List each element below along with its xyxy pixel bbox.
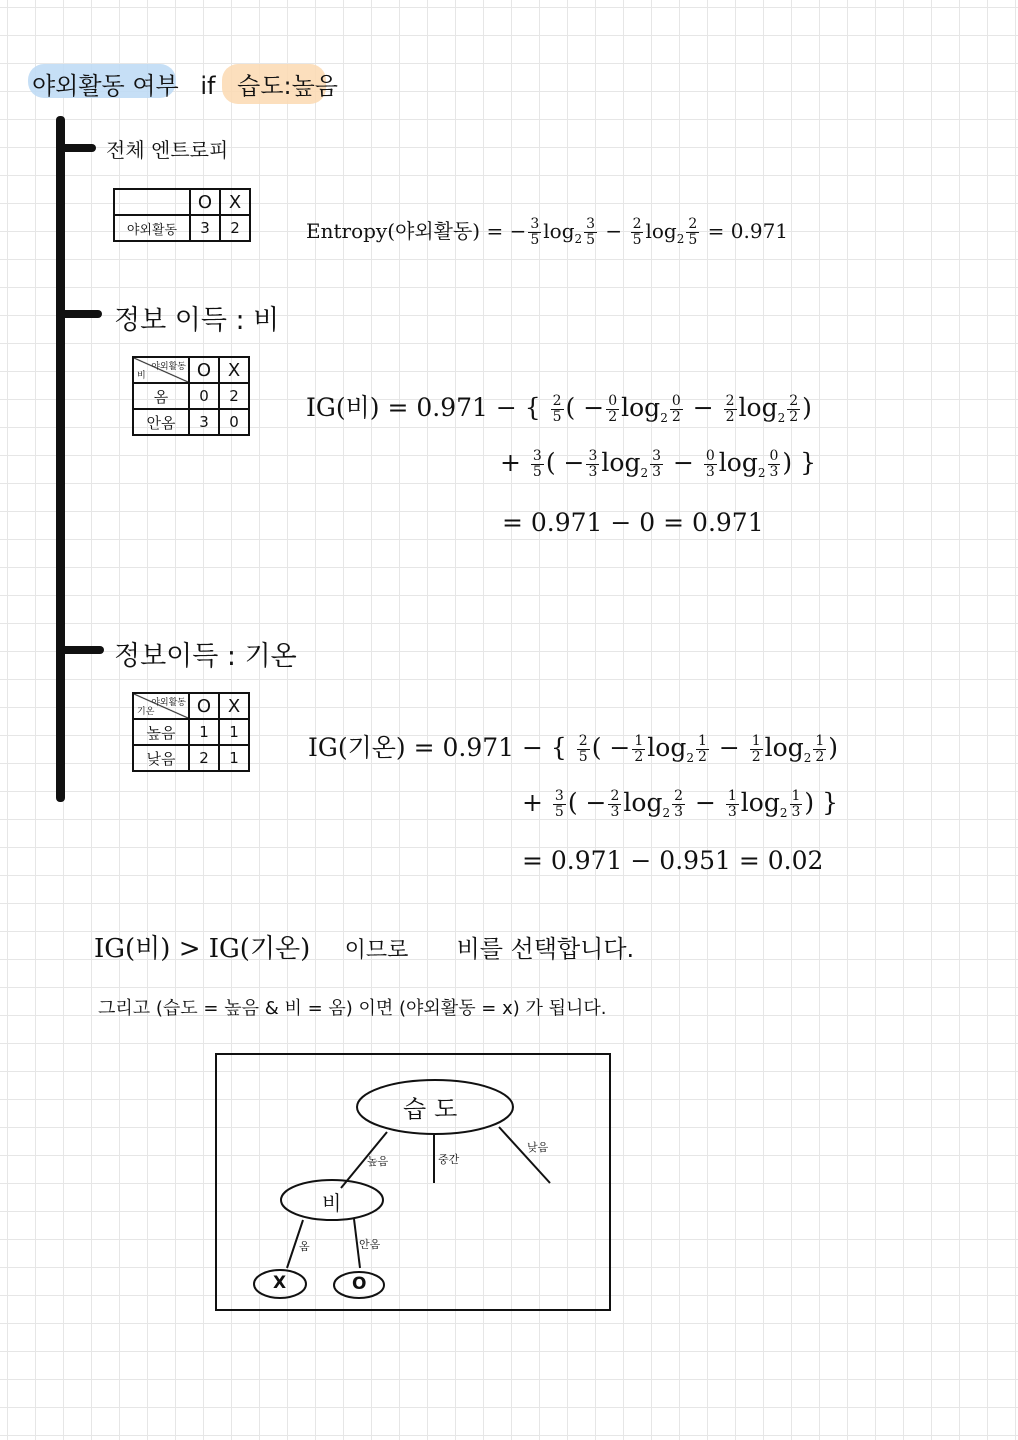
formula-ig-temp-line2: + $\frac{3}{5}$ ( − $\frac{2}{3}$ $\log_2$ $\frac{2}{3}$ − $\frac{1}{3}$ $\log_2$ $\frac{1}{3}$ ) } xyxy=(522,788,839,820)
edge-label-no: 안옴 xyxy=(359,1238,381,1251)
branch-rain xyxy=(60,310,102,318)
decision-tree-frame xyxy=(215,1053,611,1311)
cell-x: 2 xyxy=(220,215,250,241)
cell-o: 3 xyxy=(190,215,220,241)
row-label: 안옴 xyxy=(133,409,189,435)
col-o: O xyxy=(189,357,219,383)
formula-ig-temp-line3: = 0.971 − 0.951 = 0.02 xyxy=(522,846,824,875)
timeline-bar xyxy=(56,116,65,802)
row-label: 야외활동 xyxy=(114,215,190,241)
edge-label-yes: 옴 xyxy=(299,1240,310,1253)
conclusion-choice: 비를 선택합니다. xyxy=(456,935,635,963)
tree-rain-label: 비 xyxy=(322,1191,342,1215)
edge-label-high: 높음 xyxy=(367,1155,389,1168)
table-corner-diagonal: 야외활동 기온 xyxy=(133,693,189,719)
formula-ig-rain-line2: + $\frac{3}{5}$ ( − $\frac{3}{3}$ $\log_2$ $\frac{3}{3}$ − $\frac{0}{3}$ $\log_2$ $\frac{0}{3}$ ) } xyxy=(500,448,817,480)
conclusion-line-1 xyxy=(94,928,634,965)
contingency-table-total xyxy=(113,188,251,242)
section-heading-total: 전체 엔트로피 xyxy=(106,138,229,162)
table-row: 낮음 2 1 xyxy=(133,745,249,771)
formula-total-entropy: Entropy(야외활동) = − $\frac{3}{5}$ $\log_2$ $\frac{3}{5}$ − $\frac{2}{5}$ $\log_2$ $\frac{2}{5}$ = 0.971 xyxy=(306,216,789,248)
col-x: X xyxy=(220,189,250,215)
page-title xyxy=(32,66,338,101)
title-part-3: 습도:높음 xyxy=(237,72,338,100)
formula-ig-temp-line1: IG(기온) = 0.971 − { $\frac{2}{5}$ ( − $\frac{1}{2}$ $\log_2$ $\frac{1}{2}$ − $\frac{1}{2}$ $\log_2$ $\frac{1}{2}$ ) xyxy=(308,733,839,765)
conclusion-line-2: 그리고 (습도 = 높음 & 비 = 옴) 이면 (야외활동 = x) 가 됩니다. xyxy=(98,998,607,1019)
col-x: X xyxy=(219,693,249,719)
table-corner xyxy=(114,189,190,215)
table-corner-diagonal: 야외활동 비 xyxy=(133,357,189,383)
edge-label-low: 낮음 xyxy=(527,1141,549,1154)
table-row: 안옴 3 0 xyxy=(133,409,249,435)
branch-total xyxy=(60,144,96,152)
row-label: 옴 xyxy=(133,383,189,409)
table-row: 높음 1 1 xyxy=(133,719,249,745)
tree-root-label: 습도 xyxy=(403,1095,466,1123)
conclusion-because: 이므로 xyxy=(344,938,409,963)
branch-temp xyxy=(60,646,104,654)
title-part-2: if xyxy=(200,72,216,100)
title-part-1: 야외활동 여부 xyxy=(32,72,179,100)
row-label: 높음 xyxy=(133,719,189,745)
col-o: O xyxy=(189,693,219,719)
tree-leaf-o-label: O xyxy=(352,1274,367,1294)
formula-ig-rain-line1: IG(비) = 0.971 − { $\frac{2}{5}$ ( − $\frac{0}{2}$ $\log_2$ $\frac{0}{2}$ − $\frac{2}{2}$ $\log_2$ $\frac{2}{2}$ ) xyxy=(306,393,812,425)
table-row: 옴 0 2 xyxy=(133,383,249,409)
formula-ig-rain-line3: = 0.971 − 0 = 0.971 xyxy=(502,508,764,537)
col-x: X xyxy=(219,357,249,383)
conclusion-comparison: IG(비) > IG(기온) xyxy=(94,934,311,964)
row-label: 낮음 xyxy=(133,745,189,771)
contingency-table-rain xyxy=(132,356,250,436)
col-o: O xyxy=(190,189,220,215)
section-heading-rain: 정보 이득 : 비 xyxy=(114,305,280,336)
section-heading-temp: 정보이득 : 기온 xyxy=(114,641,297,672)
edge-low xyxy=(499,1127,550,1183)
tree-leaf-x-label: X xyxy=(273,1273,287,1293)
contingency-table-temp xyxy=(132,692,250,772)
edge-label-mid: 중간 xyxy=(438,1153,460,1166)
